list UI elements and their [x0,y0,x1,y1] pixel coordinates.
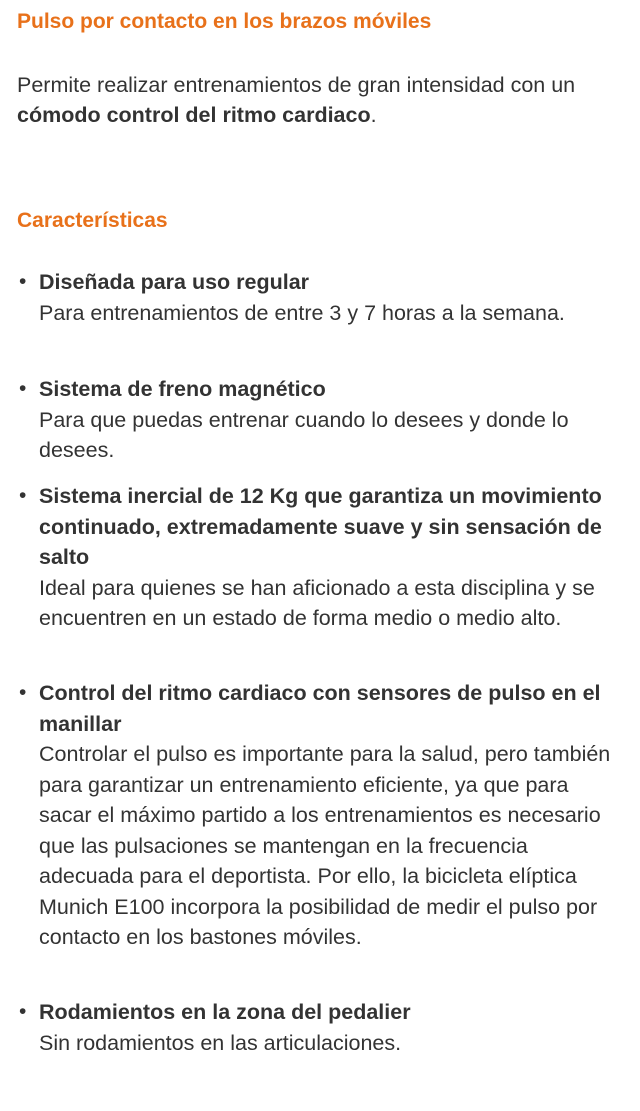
feature-body [39,374,623,466]
bullet-icon: • [19,1000,27,1023]
intro-text: Permite realizar entrenamientos de gran intensidad con un [17,73,576,97]
bullet-icon: • [19,377,27,400]
section-heading-features: Características [17,209,168,232]
feature-title: Sistema de freno magnético [39,377,326,401]
intro-paragraph [17,70,617,130]
intro-bold-text: cómodo control del ritmo cardiaco [17,103,371,127]
feature-body [39,481,623,634]
bullet-icon: • [19,484,27,507]
feature-body [39,267,623,328]
feature-title: Control del ritmo cardiaco con sensores de pulso en el manillar [39,681,601,736]
feature-item [17,374,623,466]
feature-description: Ideal para quienes se han aficionado a esta disciplina y se encuentren en un estado de forma medio o medio alto. [39,575,595,630]
feature-item [17,481,623,634]
feature-description: Para entrenamientos de entre 3 y 7 horas a la semana. [39,300,565,325]
feature-description: Para que puedas entrenar cuando lo desees y donde lo desees. [39,407,569,462]
feature-body [39,678,623,953]
feature-title: Sistema inercial de 12 Kg que garantiza un movimiento continuado, extremadamente suave y sin sensación de salto [39,484,602,569]
feature-title: Diseñada para uso regular [39,270,310,294]
feature-description: Controlar el pulso es importante para la salud, pero también para garantizar un entrenamiento eficiente, ya que para sacar el máximo partido a los entrenamientos es necesario que las pulsaciones se mantengan en la frecuencia adecuada para el deportista. Por ello, la bicicleta elíptica Munich E100 incorpora la posibilidad de medir el pulso por contacto en los bastones móviles. [39,742,611,949]
intro-end: . [370,103,377,127]
feature-item [17,997,623,1058]
feature-title: Rodamientos en la zona del pedalier [39,1000,411,1024]
bullet-icon: • [19,681,27,704]
bullet-icon: • [19,270,27,293]
feature-description: Sin rodamientos en las articulaciones. [39,1030,402,1055]
feature-item [17,267,623,328]
feature-item [17,678,623,953]
section-heading-pulse: Pulso por contacto en los brazos móviles [17,10,432,33]
feature-body [39,997,623,1058]
